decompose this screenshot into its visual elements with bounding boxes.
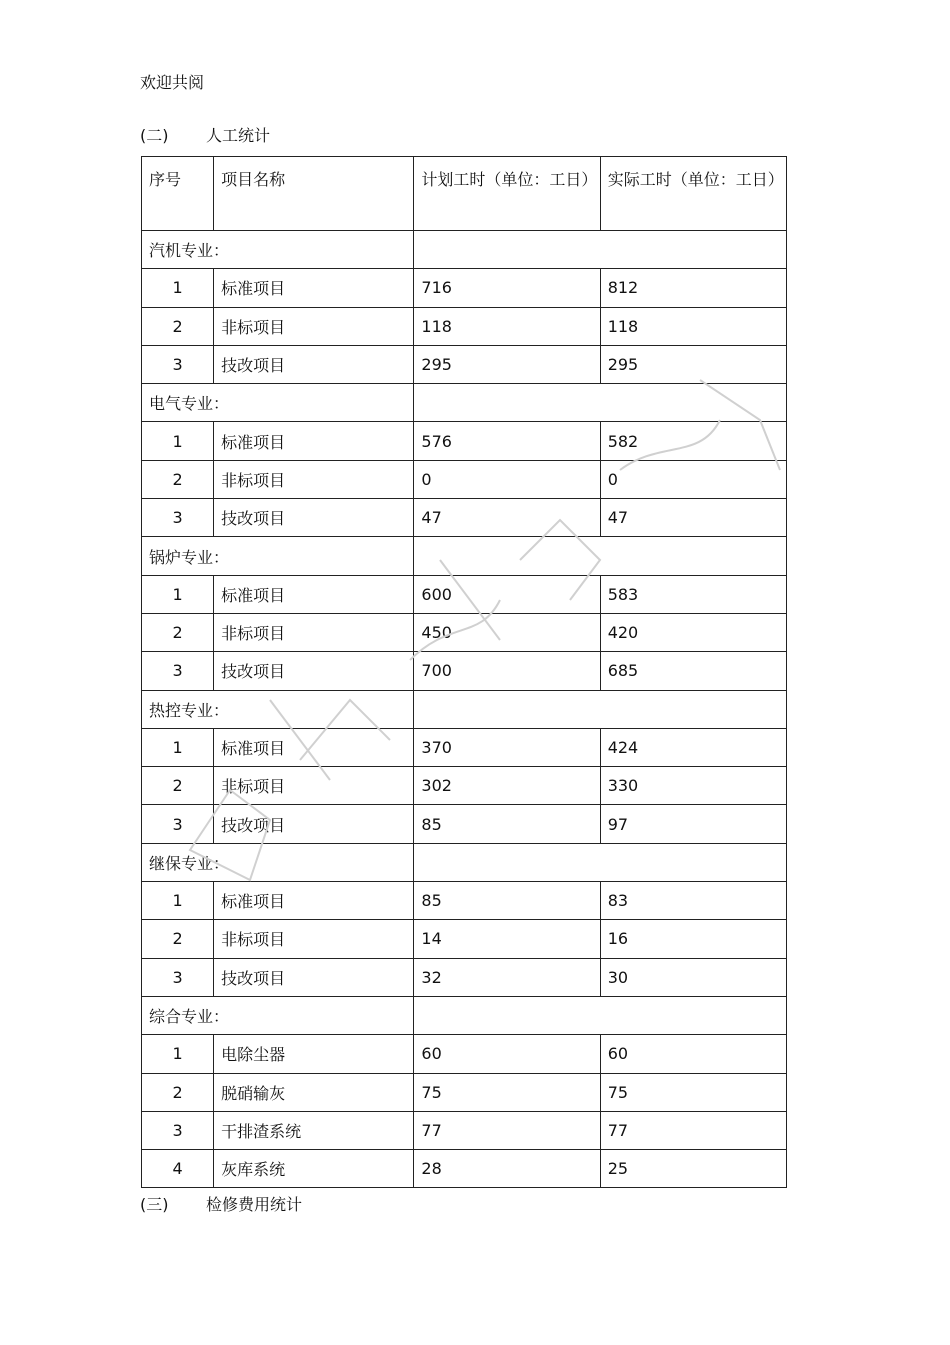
table-row [142, 499, 787, 537]
row-actual-hours: 420 [600, 613, 786, 651]
row-actual-hours: 83 [600, 882, 786, 920]
row-index: 1 [142, 1035, 214, 1073]
row-actual-hours: 424 [600, 728, 786, 766]
row-actual-hours: 583 [600, 575, 786, 613]
table-row [142, 422, 787, 460]
table-header-row [142, 157, 787, 231]
row-actual-hours: 47 [600, 499, 786, 537]
row-actual-hours: 330 [600, 767, 786, 805]
row-index: 2 [142, 460, 214, 498]
table-row [142, 1035, 787, 1073]
row-index: 3 [142, 805, 214, 843]
group-empty-cell [414, 384, 787, 422]
row-actual-hours: 77 [600, 1111, 786, 1149]
row-index: 3 [142, 958, 214, 996]
row-actual-hours: 25 [600, 1150, 786, 1188]
row-actual-hours: 16 [600, 920, 786, 958]
row-item-name: 脱硝输灰 [214, 1073, 414, 1111]
row-item-name: 标准项目 [214, 269, 414, 307]
group-row [142, 996, 787, 1034]
row-item-name: 标准项目 [214, 728, 414, 766]
group-row [142, 843, 787, 881]
row-item-name: 技改项目 [214, 958, 414, 996]
table-row [142, 307, 787, 345]
group-empty-cell [414, 537, 787, 575]
row-planned-hours: 77 [414, 1111, 600, 1149]
table-row [142, 575, 787, 613]
header-cell-planned-hours: 计划工时（单位：工日） [414, 157, 600, 231]
row-index: 3 [142, 345, 214, 383]
row-actual-hours: 118 [600, 307, 786, 345]
row-index: 1 [142, 575, 214, 613]
row-planned-hours: 576 [414, 422, 600, 460]
row-planned-hours: 295 [414, 345, 600, 383]
section-heading-cost [140, 1192, 302, 1215]
row-index: 1 [142, 728, 214, 766]
table-row [142, 1111, 787, 1149]
row-index: 2 [142, 920, 214, 958]
row-index: 2 [142, 1073, 214, 1111]
row-index: 2 [142, 767, 214, 805]
table-row [142, 1073, 787, 1111]
row-planned-hours: 600 [414, 575, 600, 613]
row-index: 1 [142, 882, 214, 920]
group-empty-cell [414, 231, 787, 269]
table-row [142, 269, 787, 307]
row-item-name: 非标项目 [214, 613, 414, 651]
group-label: 电气专业： [142, 384, 414, 422]
row-item-name: 标准项目 [214, 882, 414, 920]
group-empty-cell [414, 843, 787, 881]
section-title: 人工统计 [206, 126, 271, 145]
row-actual-hours: 60 [600, 1035, 786, 1073]
header-cell-item-name: 项目名称 [214, 157, 414, 231]
row-actual-hours: 582 [600, 422, 786, 460]
group-label: 继保专业： [142, 843, 414, 881]
row-planned-hours: 60 [414, 1035, 600, 1073]
row-item-name: 非标项目 [214, 307, 414, 345]
table-row [142, 882, 787, 920]
row-actual-hours: 812 [600, 269, 786, 307]
row-planned-hours: 47 [414, 499, 600, 537]
row-planned-hours: 118 [414, 307, 600, 345]
row-index: 2 [142, 307, 214, 345]
row-item-name: 技改项目 [214, 805, 414, 843]
row-planned-hours: 85 [414, 805, 600, 843]
page-header-text: 欢迎共阅 [140, 73, 205, 92]
row-planned-hours: 302 [414, 767, 600, 805]
group-empty-cell [414, 996, 787, 1034]
row-actual-hours: 295 [600, 345, 786, 383]
group-row [142, 231, 787, 269]
row-planned-hours: 0 [414, 460, 600, 498]
section-title: 检修费用统计 [206, 1195, 303, 1214]
group-row [142, 537, 787, 575]
header-cell-index: 序号 [142, 157, 214, 231]
row-item-name: 干排渣系统 [214, 1111, 414, 1149]
row-item-name: 技改项目 [214, 652, 414, 690]
row-planned-hours: 14 [414, 920, 600, 958]
section-number: (二) [140, 126, 169, 145]
row-index: 1 [142, 269, 214, 307]
row-actual-hours: 685 [600, 652, 786, 690]
row-index: 3 [142, 652, 214, 690]
row-planned-hours: 85 [414, 882, 600, 920]
row-index: 1 [142, 422, 214, 460]
row-actual-hours: 0 [600, 460, 786, 498]
group-row [142, 690, 787, 728]
group-row [142, 384, 787, 422]
table-row [142, 920, 787, 958]
table-row [142, 805, 787, 843]
table-row [142, 958, 787, 996]
row-item-name: 非标项目 [214, 460, 414, 498]
row-planned-hours: 32 [414, 958, 600, 996]
row-planned-hours: 370 [414, 728, 600, 766]
row-item-name: 标准项目 [214, 575, 414, 613]
row-index: 3 [142, 1111, 214, 1149]
table-row [142, 1150, 787, 1188]
section-heading-labor [140, 123, 270, 146]
row-item-name: 技改项目 [214, 345, 414, 383]
row-planned-hours: 75 [414, 1073, 600, 1111]
group-label: 汽机专业： [142, 231, 414, 269]
row-actual-hours: 97 [600, 805, 786, 843]
row-index: 3 [142, 499, 214, 537]
group-label: 锅炉专业： [142, 537, 414, 575]
table-row [142, 767, 787, 805]
row-index: 2 [142, 613, 214, 651]
row-item-name: 技改项目 [214, 499, 414, 537]
section-number: (三) [140, 1195, 169, 1214]
table-row [142, 345, 787, 383]
group-label: 热控专业： [142, 690, 414, 728]
labor-statistics-table [141, 156, 787, 1188]
row-index: 4 [142, 1150, 214, 1188]
row-item-name: 电除尘器 [214, 1035, 414, 1073]
row-item-name: 非标项目 [214, 767, 414, 805]
table-row [142, 613, 787, 651]
row-actual-hours: 75 [600, 1073, 786, 1111]
row-item-name: 标准项目 [214, 422, 414, 460]
row-planned-hours: 716 [414, 269, 600, 307]
table-row [142, 460, 787, 498]
row-item-name: 灰库系统 [214, 1150, 414, 1188]
group-empty-cell [414, 690, 787, 728]
table-row [142, 652, 787, 690]
table-row [142, 728, 787, 766]
group-label: 综合专业： [142, 996, 414, 1034]
header-cell-actual-hours: 实际工时（单位：工日） [600, 157, 786, 231]
row-planned-hours: 450 [414, 613, 600, 651]
row-item-name: 非标项目 [214, 920, 414, 958]
row-planned-hours: 700 [414, 652, 600, 690]
row-planned-hours: 28 [414, 1150, 600, 1188]
row-actual-hours: 30 [600, 958, 786, 996]
